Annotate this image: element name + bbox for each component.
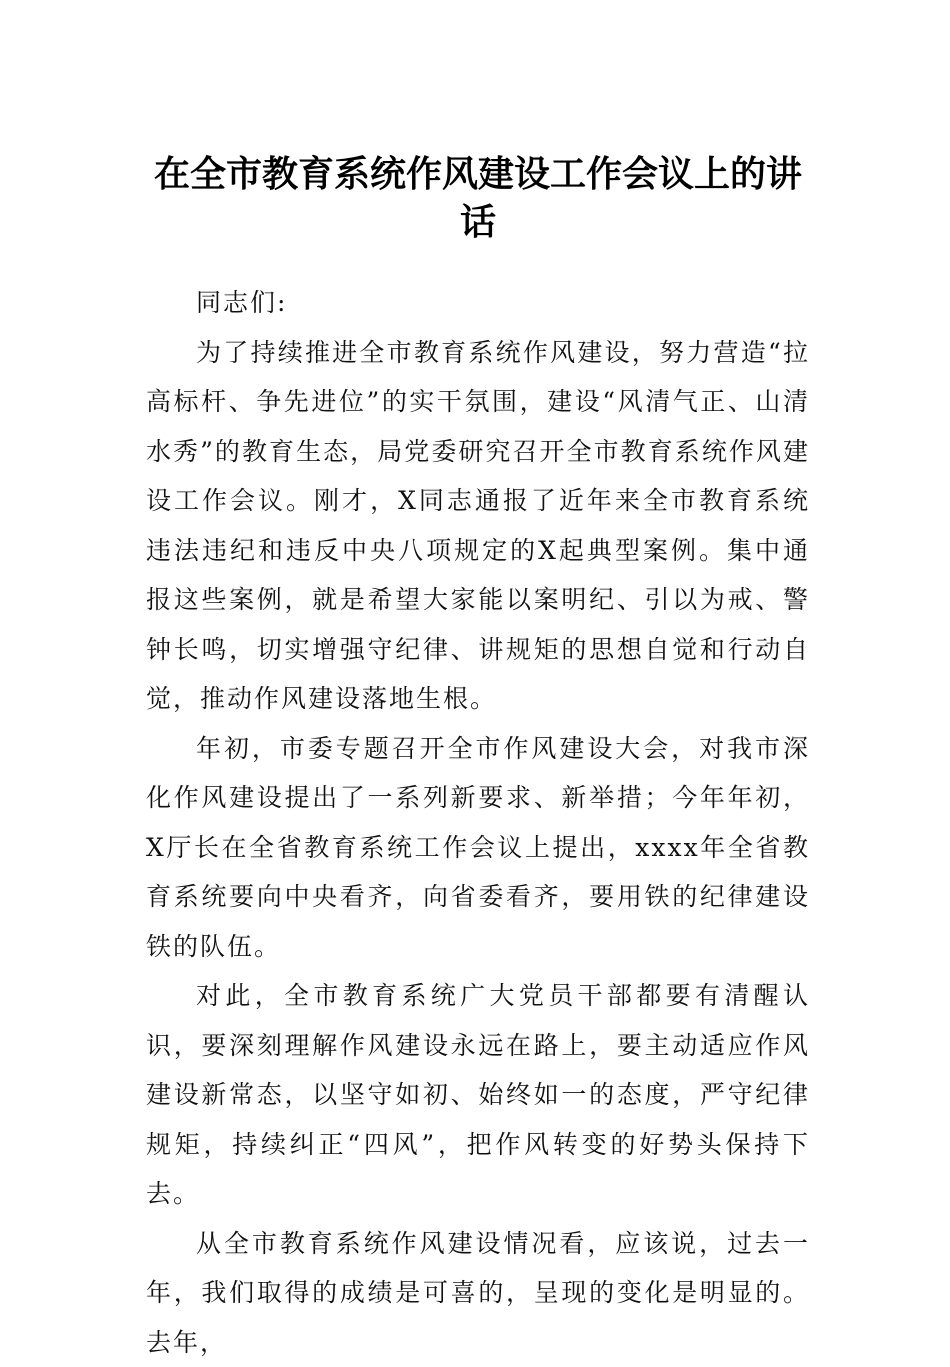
- document-body: [146, 278, 810, 1367]
- salutation: 同志们:: [146, 278, 810, 328]
- paragraph-2: 年初，市委专题召开全市作风建设大会，对我市深化作风建设提出了一系列新要求、新举措；今年年初，X厅长在全省教育系统工作会议上提出，xxxx年全省教育系统要向中央看齐，向省委看齐，要用铁的纪律建设铁的队伍。: [146, 724, 810, 972]
- paragraph-3: 对此，全市教育系统广大党员干部都要有清醒认识，要深刻理解作风建设永远在路上，要主动适应作风建设新常态，以坚守如初、始终如一的态度，严守纪律规矩，持续纠正“四风”，把作风转变的好势头保持下去。: [146, 971, 810, 1219]
- paragraph-4: 从全市教育系统作风建设情况看，应该说，过去一年，我们取得的成绩是可喜的，呈现的变化是明显的。去年，: [146, 1219, 810, 1367]
- document-title: 在全市教育系统作风建设工作会议上的讲话: [148, 150, 808, 246]
- paragraph-1: 为了持续推进全市教育系统作风建设，努力营造“拉高标杆、争先进位”的实干氛围，建设“风清气正、山清水秀”的教育生态，局党委研究召开全市教育系统作风建设工作会议。刚才，X同志通报了近年来全市教育系统违法违纪和违反中央八项规定的X起典型案例。集中通报这些案例，就是希望大家能以案明纪、引以为戒、警钟长鸣，切实增强守纪律、讲规矩的思想自觉和行动自觉，推动作风建设落地生根。: [146, 328, 810, 724]
